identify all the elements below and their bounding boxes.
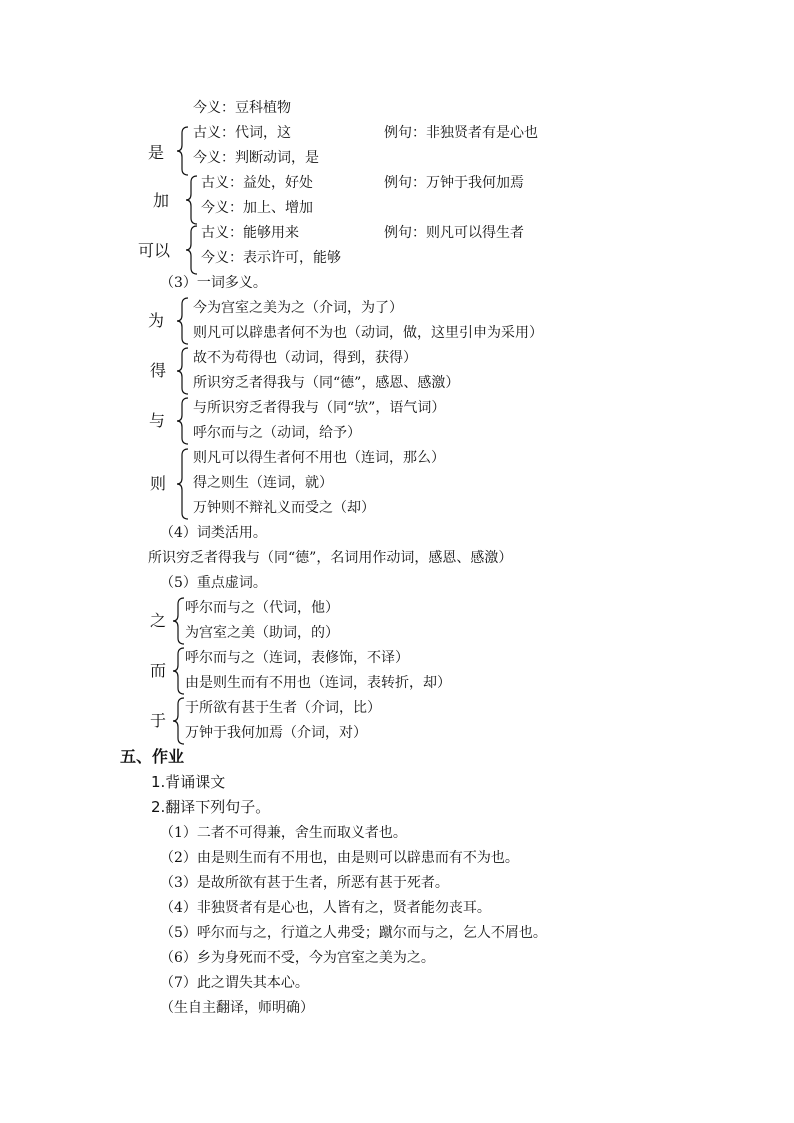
zhi-line-1: 呼尔而与之（代词，他） — [185, 600, 339, 616]
brace-yu — [176, 397, 190, 445]
sentence-3: （3）是故所欲有甚于生者，所恶有甚于死者。 — [160, 875, 449, 891]
wei-line-1: 今为宫室之美为之（介词，为了） — [193, 300, 403, 316]
keyi-modern: 今义：表示许可，能够 — [201, 250, 341, 266]
ze-line-1: 则凡可以得生者何不用也（连词，那么） — [193, 450, 445, 466]
yu2-line-1: 于所欲有甚于生者（介词，比） — [185, 700, 381, 716]
brace-shi — [176, 126, 190, 176]
keyi-ancient: 古义：能够用来 — [201, 225, 299, 241]
brace-keyi — [185, 225, 199, 275]
homework-note: （生自主翻译，师明确） — [160, 1000, 314, 1016]
word-shi: 是 — [148, 143, 165, 162]
sentence-7: （7）此之谓失其本心。 — [160, 975, 309, 991]
yu2-line-2: 万钟于我何加焉（介词，对） — [185, 725, 367, 741]
shi-modern: 今义：判断动词，是 — [193, 150, 319, 166]
de-line-1: 故不为苟得也（动词，得到，获得） — [193, 350, 417, 366]
zhi-line-2: 为宫室之美（助词，的） — [185, 625, 339, 641]
brace-de — [176, 347, 190, 395]
ze-line-3: 万钟则不辩礼义而受之（却） — [193, 500, 375, 516]
brace-jia — [185, 175, 199, 225]
brace-er — [172, 647, 186, 695]
sentence-5: （5）呼尔而与之，行道之人弗受；蹴尔而与之，乞人不屑也。 — [160, 925, 547, 941]
prev-modern-meaning: 今义：豆科植物 — [193, 100, 291, 116]
word-jia: 加 — [153, 191, 170, 210]
homework-item-2: 2.翻译下列句子。 — [151, 798, 271, 816]
de-line-2: 所识穷乏者得我与（同“德”，感恩、感激） — [193, 375, 460, 391]
yu-line-1: 与所识穷乏者得我与（同“欤”，语气词） — [193, 400, 446, 416]
brace-ze — [176, 448, 190, 520]
wei-line-2: 则凡可以辟患者何不为也（动词，做，这里引申为采用） — [193, 325, 543, 341]
word-de: 得 — [150, 361, 167, 380]
shi-example: 例句：非独贤者有是心也 — [384, 125, 538, 141]
brace-wei — [176, 297, 190, 345]
keyi-example: 例句：则凡可以得生者 — [384, 225, 524, 241]
er-line-2: 由是则生而有不用也（连词，表转折，却） — [185, 675, 451, 691]
shi-ancient: 古义：代词，这 — [193, 125, 291, 141]
jia-example: 例句：万钟于我何加焉 — [384, 175, 524, 191]
polysemy-heading: （3）一词多义。 — [160, 275, 267, 291]
word-yu: 与 — [149, 411, 166, 430]
word-ze: 则 — [150, 474, 167, 493]
ze-line-2: 得之则生（连词，就） — [193, 475, 333, 491]
word-zhi: 之 — [150, 611, 167, 630]
function-words-heading: （5）重点虚词。 — [160, 575, 267, 591]
homework-heading: 五、作业 — [120, 747, 185, 766]
word-er: 而 — [150, 661, 167, 680]
sentence-1: （1）二者不可得兼，舍生而取义者也。 — [160, 825, 407, 841]
brace-zhi — [172, 597, 186, 645]
word-yu2: 于 — [150, 711, 167, 730]
er-line-1: 呼尔而与之（连词，表修饰，不译） — [185, 650, 409, 666]
brace-yu2 — [172, 697, 186, 745]
homework-item-1: 1.背诵课文 — [151, 773, 226, 791]
jia-modern: 今义：加上、增加 — [201, 200, 313, 216]
word-class-heading: （4）词类活用。 — [160, 525, 267, 541]
word-keyi: 可以 — [138, 241, 171, 260]
jia-ancient: 古义：益处，好处 — [201, 175, 313, 191]
sentence-4: （4）非独贤者有是心也，人皆有之，贤者能勿丧耳。 — [160, 900, 491, 916]
sentence-2: （2）由是则生而有不用也，由是则可以辟患而有不为也。 — [160, 850, 519, 866]
word-wei: 为 — [148, 311, 165, 330]
word-class-line: 所识穷乏者得我与（同“德”，名词用作动词，感恩、感激） — [148, 550, 513, 566]
sentence-6: （6）乡为身死而不受，今为宫室之美为之。 — [160, 950, 435, 966]
yu-line-2: 呼尔而与之（动词，给予） — [193, 425, 361, 441]
